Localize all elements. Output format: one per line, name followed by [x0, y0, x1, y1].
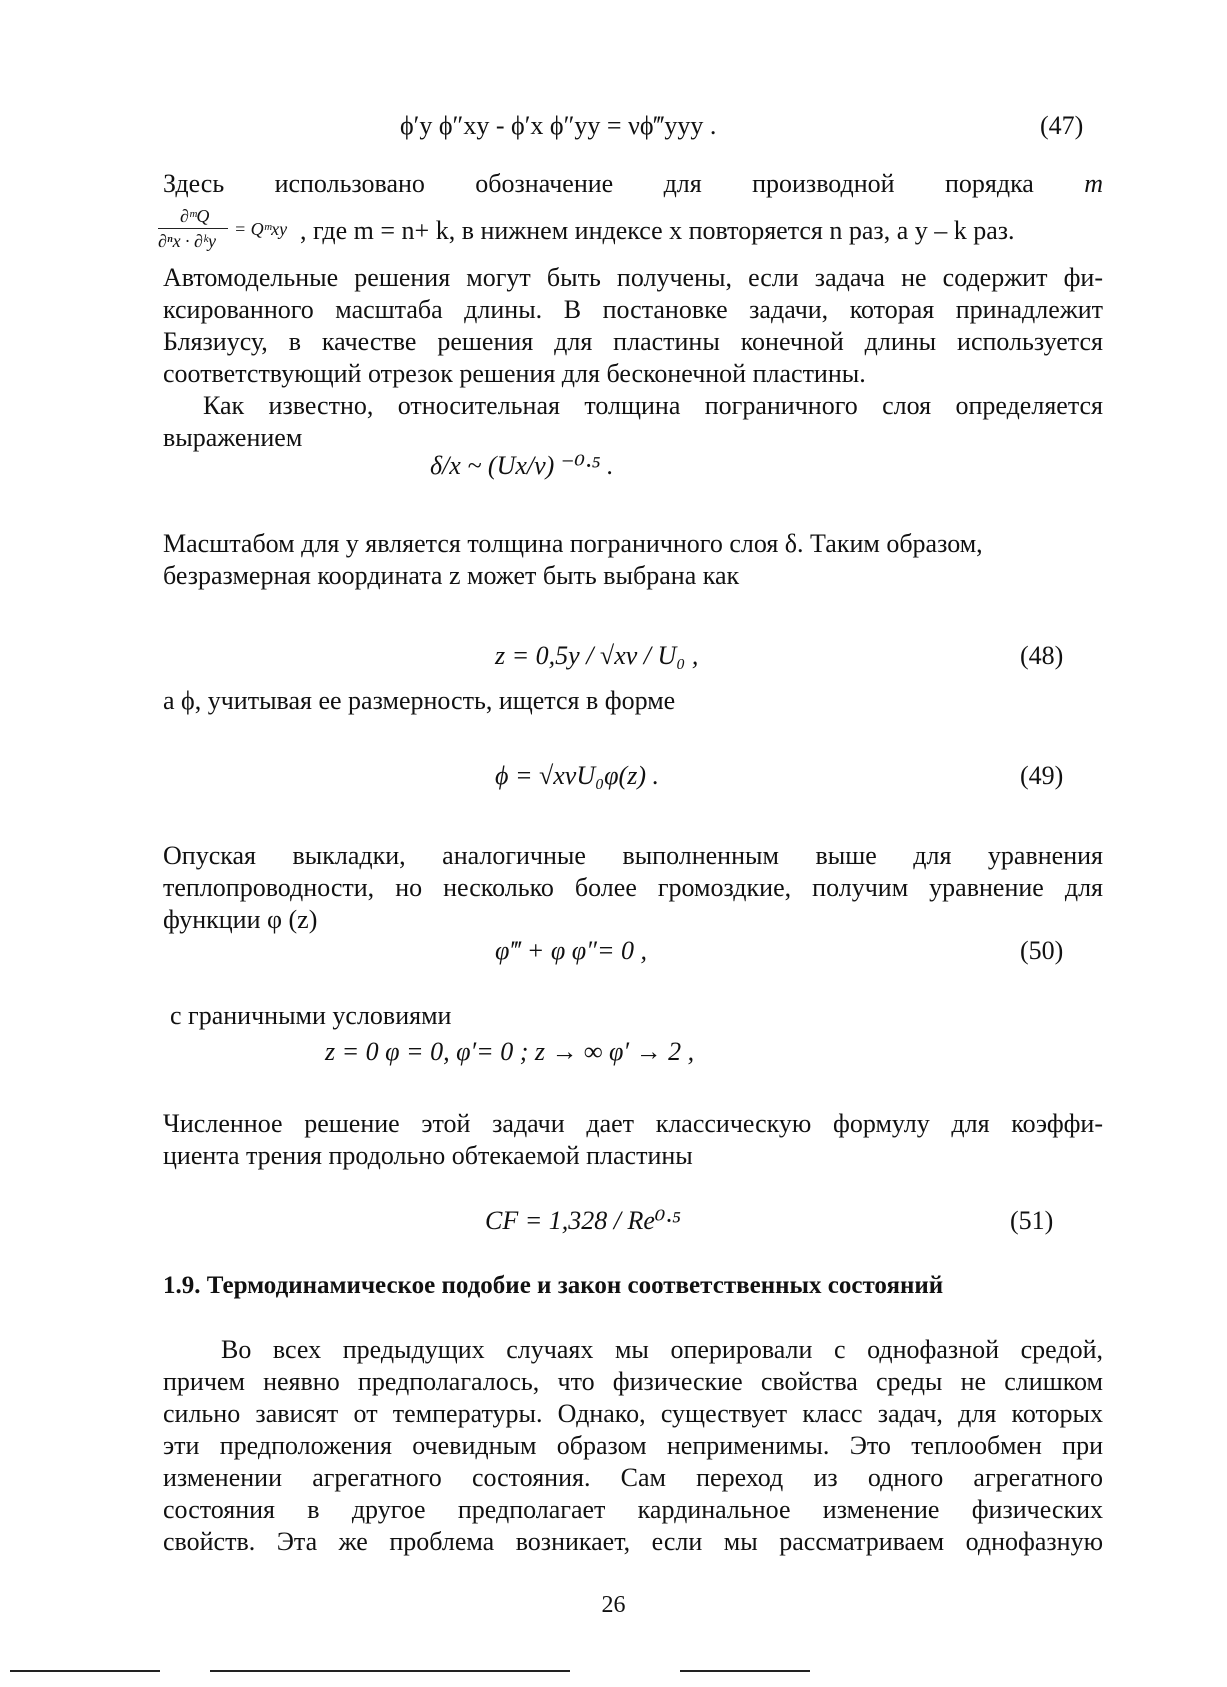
equation-47-number: (47): [1040, 111, 1084, 140]
equation-48-number: (48): [1020, 641, 1064, 670]
paragraph-line: эти предположения очевидным образом неприменимы. Это теплообмен при: [163, 1431, 1103, 1460]
equation-47: [400, 110, 716, 142]
paragraph-line: теплопроводности, но несколько более громоздкие, получим уравнение для: [163, 873, 1103, 902]
derivative-rhs: = Qᵐxy: [234, 219, 288, 239]
paragraph-line: выражением: [163, 423, 303, 452]
paragraph-line: функции φ (z): [163, 905, 318, 934]
paragraph-line: циента трения продольно обтекаемой пластины: [163, 1141, 693, 1170]
equation-51: CF = 1,328 / Re⁰·⁵: [485, 1206, 681, 1235]
paragraph-line: безразмерная координата z может быть выбрана как: [163, 561, 740, 590]
paragraph-line: причем неявно предполагалось, что физические свойства среды не слишком: [163, 1367, 1103, 1396]
notation-word: использовано: [274, 169, 425, 198]
paragraph-line: Блязиусу, в качестве решения для пластины конечной длины используется: [163, 327, 1103, 356]
paragraph-numerical: [163, 1108, 1103, 1172]
derivative-numerator: ∂ᵐQ: [180, 206, 210, 226]
equation-49-number: (49): [1020, 761, 1064, 790]
equation-50: φ‴ + φ φ″= 0 ,: [495, 936, 647, 965]
paragraph-line: состояния в другое предполагает кардинальное изменение физических: [163, 1495, 1103, 1524]
equation-48: z = 0,5y / √xν / U₀ ,: [495, 641, 699, 670]
paragraph-line: Как известно, относительная толщина пограничного слоя определяется: [203, 391, 1103, 420]
boundary-label: с граничными условиями: [170, 1001, 452, 1030]
derivative-denominator: ∂ⁿx · ∂ᵏy: [158, 231, 216, 251]
paragraph-derivation: [163, 840, 1103, 936]
paragraph-self-similar: [163, 262, 1103, 390]
equation-47-text: ϕ′y ϕ″xy - ϕ′x ϕ″yy = νϕ‴yyy .: [400, 111, 717, 140]
paragraph-line: соответствующий отрезок решения для бесконечной пластины.: [163, 359, 866, 388]
equation-49: ϕ = √xνU₀φ(z) .: [495, 761, 659, 790]
paragraph-line: Численное решение этой задачи дает классическую формулу для коэффи-: [163, 1109, 1103, 1138]
section-heading: 1.9. Термодинамическое подобие и закон соответственных состояний: [163, 1272, 944, 1299]
bottom-rule: [680, 1670, 810, 1672]
notation-word: m: [1084, 169, 1103, 198]
notation-word: Здесь: [163, 169, 225, 198]
boundary-conditions: z = 0 φ = 0, φ′= 0 ; z → ∞ φ′ → 2 ,: [325, 1037, 695, 1066]
bottom-rule: [10, 1670, 160, 1672]
paragraph-line: сильно зависят от температуры. Однако, существует класс задач, для которых: [163, 1399, 1103, 1428]
paragraph-line: изменении агрегатного состояния. Сам переход из одного агрегатного: [163, 1463, 1103, 1492]
paragraph-line: Автомодельные решения могут быть получены, если задача не содержит фи-: [163, 263, 1103, 292]
bottom-rule: [210, 1670, 570, 1672]
equation-delta: δ/x ~ (Ux/ν) ⁻⁰·⁵ .: [430, 451, 614, 480]
page-number: 26: [601, 1592, 626, 1618]
paragraph-thermodynamic: [163, 1334, 1103, 1558]
notation-continuation: , где m = n+ k, в нижнем индексе x повторяется n раз, а y – k раз.: [300, 216, 1015, 245]
paragraph-line: свойств. Эта же проблема возникает, если мы рассматриваем однофазную: [163, 1527, 1103, 1556]
paragraph-thickness: [163, 390, 1103, 454]
notation-line: [163, 168, 1103, 200]
notation-word: для: [663, 169, 702, 198]
paragraph-form: а ϕ, учитывая ее размерность, ищется в форме: [163, 686, 676, 715]
paragraph-line: Опуская выкладки, аналогичные выполненным выше для уравнения: [163, 841, 1103, 870]
equation-51-number: (51): [1010, 1206, 1054, 1235]
paragraph-scale: [163, 528, 1103, 592]
paragraph-line: Масштабом для y является толщина пограничного слоя δ. Таким образом,: [163, 529, 983, 558]
notation-word: порядка: [944, 169, 1034, 198]
notation-word: производной: [752, 169, 895, 198]
paragraph-line: Во всех предыдущих случаях мы оперировали с однофазной средой,: [221, 1335, 1103, 1364]
equation-50-number: (50): [1020, 936, 1064, 965]
notation-word: обозначение: [475, 169, 614, 198]
paragraph-line: ксированного масштаба длины. В постановке задачи, которая принадлежит: [163, 295, 1103, 324]
fraction-bar: [158, 228, 228, 229]
